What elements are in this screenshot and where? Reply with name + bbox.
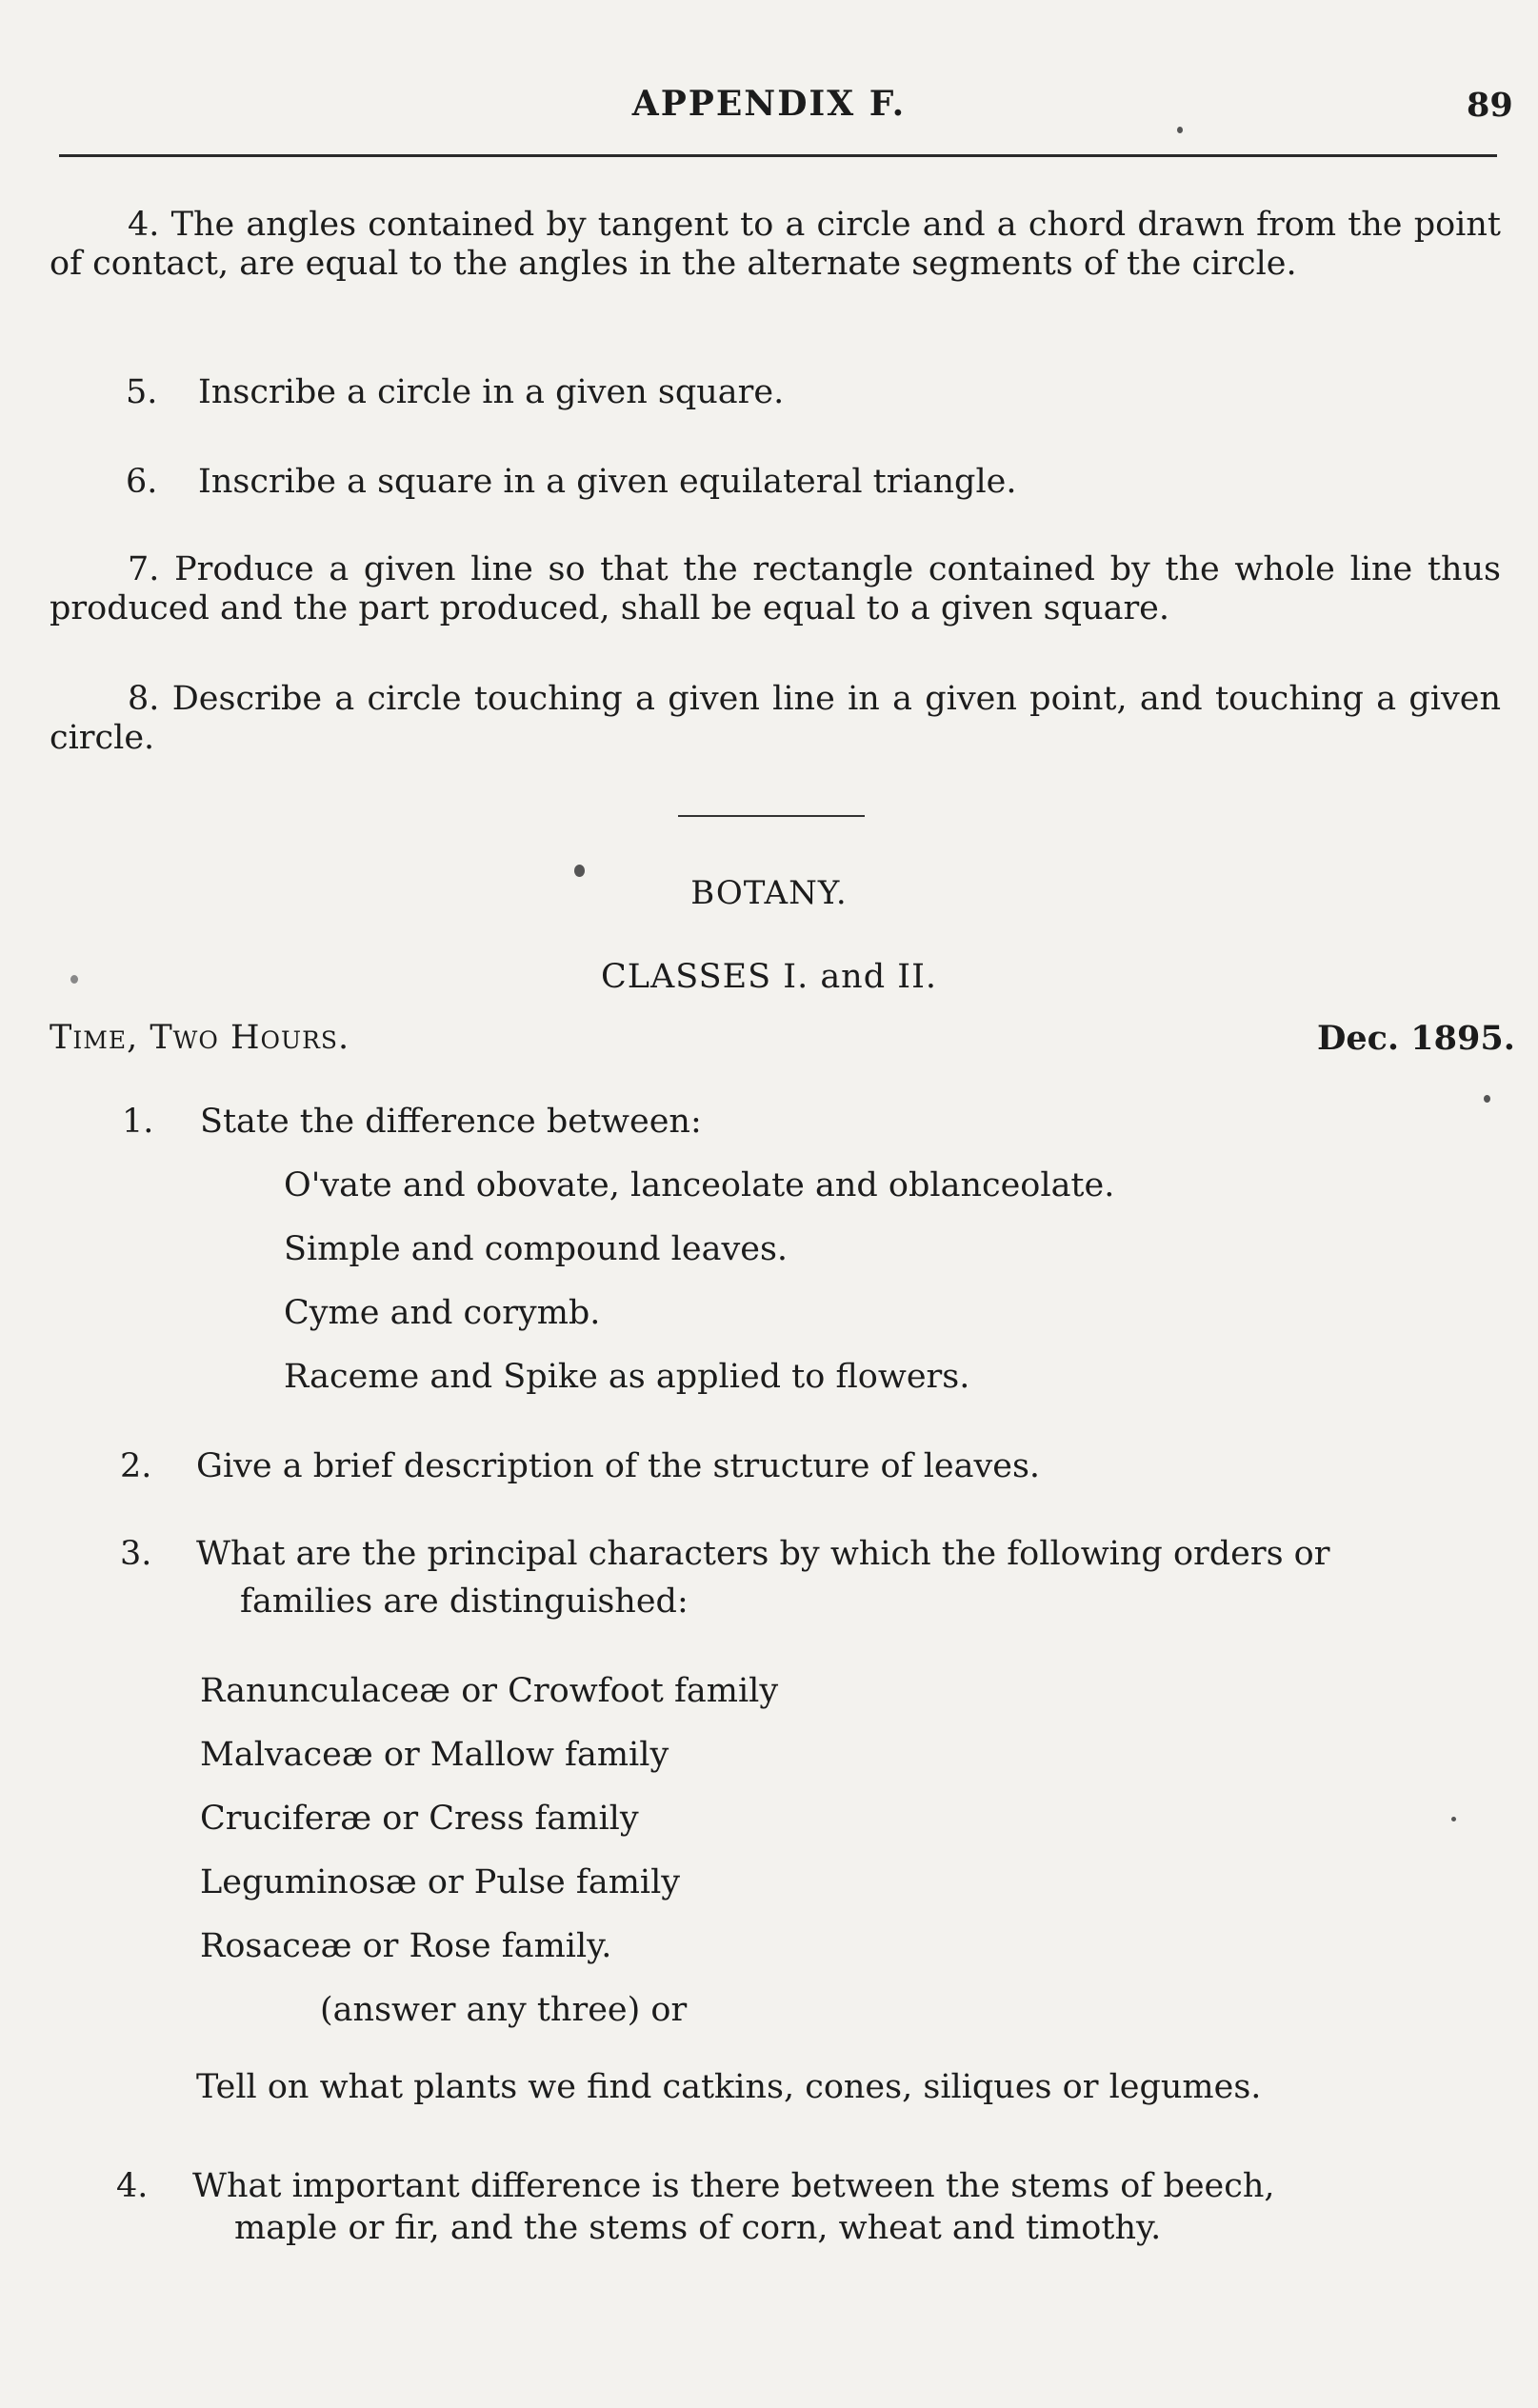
list-item: Raceme and Spike as applied to flowers. xyxy=(284,1358,970,1396)
question-number: 4. xyxy=(128,206,160,244)
question-text: Inscribe a square in a given equilateral triangle. xyxy=(198,463,1017,501)
botany-question-4 xyxy=(116,2167,1275,2206)
question-number: 5. xyxy=(126,373,158,411)
family-item: Ranunculaceæ or Crowfoot family xyxy=(200,1672,779,1710)
geometry-question-5 xyxy=(126,373,784,412)
print-speck xyxy=(70,975,78,984)
alternative-question: Tell on what plants we find catkins, cones, siliques or legumes. xyxy=(196,2068,1262,2106)
family-item: Leguminosæ or Pulse family xyxy=(200,1863,681,1901)
question-number: 1. xyxy=(122,1103,154,1141)
question-number: 4. xyxy=(116,2167,149,2205)
geometry-question-4 xyxy=(50,206,1501,284)
botany-question-1 xyxy=(122,1103,702,1142)
question-text: Give a brief description of the structure of leaves. xyxy=(196,1447,1041,1485)
print-speck xyxy=(1451,1817,1456,1821)
question-text: State the difference between: xyxy=(200,1103,702,1141)
answer-choice-note: (answer any three) or xyxy=(320,1991,688,2029)
question-number: 6. xyxy=(126,463,158,501)
question-number: 3. xyxy=(120,1535,152,1573)
question-number: 7. xyxy=(128,550,160,588)
question-text-continued: maple or fir, and the stems of corn, wheat and timothy. xyxy=(234,2209,1162,2247)
question-number: 8. xyxy=(128,680,160,718)
exam-date: Dec. 1895. xyxy=(1317,1019,1515,1058)
section-title: BOTANY. xyxy=(690,874,848,912)
geometry-question-7 xyxy=(50,550,1501,628)
page-number: 89 xyxy=(1467,86,1513,125)
list-item: O'vate and obovate, lanceolate and oblanceolate. xyxy=(284,1166,1115,1204)
family-item: Malvaceæ or Mallow family xyxy=(200,1736,669,1774)
question-text: What are the principal characters by which the following orders or xyxy=(196,1535,1330,1573)
family-item: Cruciferæ or Cress family xyxy=(200,1800,639,1838)
print-speck xyxy=(574,865,585,877)
print-speck xyxy=(1177,127,1183,133)
running-head: APPENDIX F. xyxy=(631,84,907,124)
section-classes: CLASSES I. and II. xyxy=(600,958,938,996)
section-divider xyxy=(678,815,865,817)
question-text: What important difference is there between the stems of beech, xyxy=(192,2167,1275,2205)
question-text: Produce a given line so that the rectangle contained by the whole line thus produced and the part produced, shall be equal to a given square. xyxy=(50,550,1501,627)
question-text: Describe a circle touching a given line in a given point, and touching a given circle. xyxy=(50,680,1501,757)
list-item: Cyme and corymb. xyxy=(284,1294,601,1332)
geometry-question-6 xyxy=(126,463,1016,502)
question-text: Inscribe a circle in a given square. xyxy=(198,373,785,411)
botany-question-3 xyxy=(120,1535,1329,1574)
family-item: Rosaceæ or Rose family. xyxy=(200,1927,612,1965)
list-item: Simple and compound leaves. xyxy=(284,1230,789,1268)
question-number: 2. xyxy=(120,1447,152,1485)
print-speck xyxy=(1484,1095,1490,1103)
question-text-continued: families are distinguished: xyxy=(240,1582,689,1621)
header-rule xyxy=(59,154,1497,157)
question-text: The angles contained by tangent to a circle and a chord drawn from the point of contact, are equal to the angles in the alternate segments of the circle. xyxy=(50,206,1501,283)
botany-question-2 xyxy=(120,1447,1040,1486)
exam-time: Time, Two Hours. xyxy=(50,1019,350,1057)
geometry-question-8 xyxy=(50,680,1501,758)
